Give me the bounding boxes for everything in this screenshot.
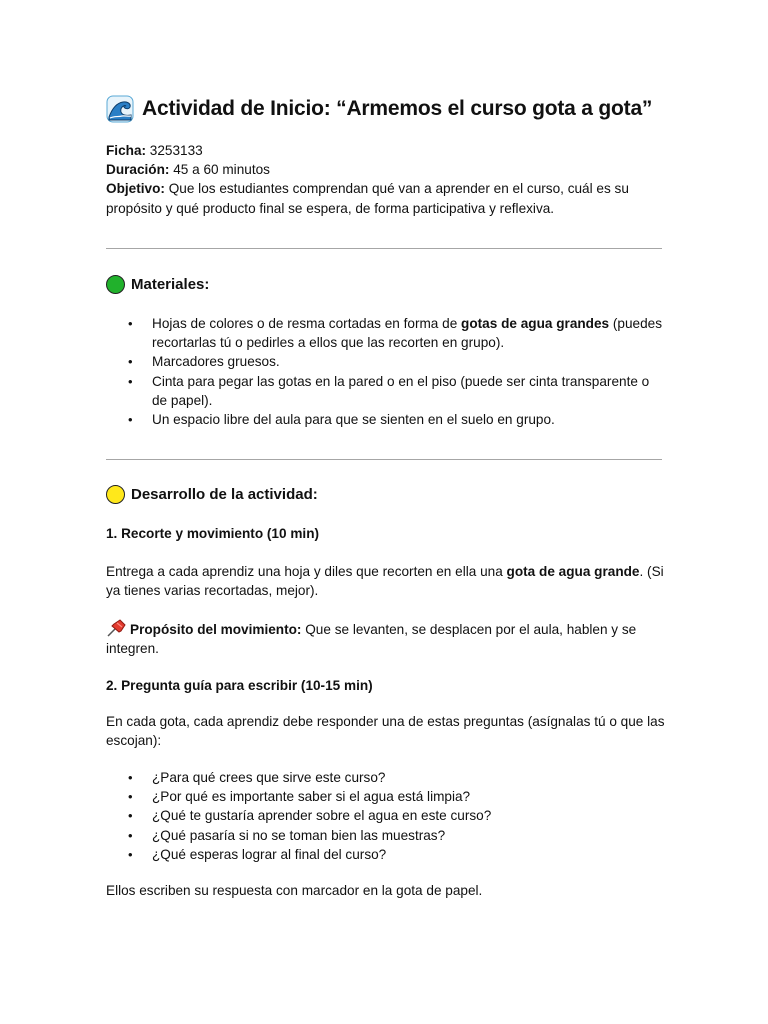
list-item: • ¿Qué pasaría si no se toman bien las muestras?	[124, 826, 664, 845]
materiales-heading	[106, 275, 209, 294]
list-item: • ¿Por qué es importante saber si el agua está limpia?	[124, 787, 664, 806]
page-title	[106, 92, 706, 126]
questions-list	[124, 768, 664, 864]
objetivo-label: Objetivo:	[106, 181, 165, 197]
list-item: • Marcadores gruesos.	[124, 352, 664, 371]
step1-title: 1. Recorte y movimiento (10 min)	[106, 526, 320, 541]
desarrollo-heading	[106, 485, 318, 504]
list-item: • ¿Qué esperas lograr al final del curso?	[124, 845, 664, 864]
materiales-list	[124, 314, 664, 429]
proposito-paragraph	[106, 619, 666, 658]
proposito-text: Que se levanten, se desplacen por el aula, hablen y se integren.	[106, 622, 637, 657]
objetivo-line	[106, 179, 666, 217]
list-item: • Cinta para pegar las gotas en la pared o en el piso (puede ser cinta transparente o de papel).	[124, 372, 664, 410]
duracion-label: Duración:	[106, 162, 170, 178]
step1-text: Entrega a cada aprendiz una hoja y diles que recorten en ella una gota de agua grande. (Si ya tienes varias recortadas, mejor).	[106, 564, 664, 599]
activity-meta	[106, 141, 666, 218]
proposito-label: Propósito del movimiento:	[130, 622, 302, 637]
ficha-value: 3253133	[146, 143, 203, 158]
list-item: • Un espacio libre del aula para que se sienten en el suelo en grupo.	[124, 410, 664, 429]
objetivo-value: Que los estudiantes comprendan qué van a aprender en el curso, cuál es su propósito y qué producto final se espera, de forma participativa y reflexiva.	[106, 181, 629, 216]
desarrollo-heading-text: Desarrollo de la actividad:	[131, 486, 318, 503]
duracion-value: 45 a 60 minutos	[169, 162, 270, 178]
wave-icon	[106, 95, 134, 123]
step2-text: En cada gota, cada aprendiz debe responder una de estas preguntas (asígnalas tú o que las escojan):	[106, 714, 665, 749]
title-text: Actividad de Inicio: “Armemos el curso gota a gota”	[142, 97, 653, 120]
ficha-label: Ficha:	[106, 143, 147, 158]
list-item: • ¿Para qué crees que sirve este curso?	[124, 768, 664, 787]
list-item: • ¿Qué te gustaría aprender sobre el agua en este curso?	[124, 806, 664, 825]
divider	[106, 248, 662, 249]
divider	[106, 459, 662, 460]
materiales-heading-text: Materiales:	[131, 276, 210, 293]
pushpin-icon	[106, 619, 126, 637]
step2-title: 2. Pregunta guía para escribir (10-15 min)	[106, 678, 373, 693]
list-item: • Hojas de colores o de resma cortadas en forma de gotas de agua grandes (puedes recortarlas tú o pedirles a ellos que las recorten en grupo).	[124, 314, 664, 352]
duracion-line	[106, 160, 666, 179]
closing-text: Ellos escriben su respuesta con marcador en la gota de papel.	[106, 883, 483, 898]
yellow-circle-icon	[106, 485, 125, 504]
ficha-line	[106, 141, 666, 160]
green-circle-icon	[106, 275, 125, 294]
